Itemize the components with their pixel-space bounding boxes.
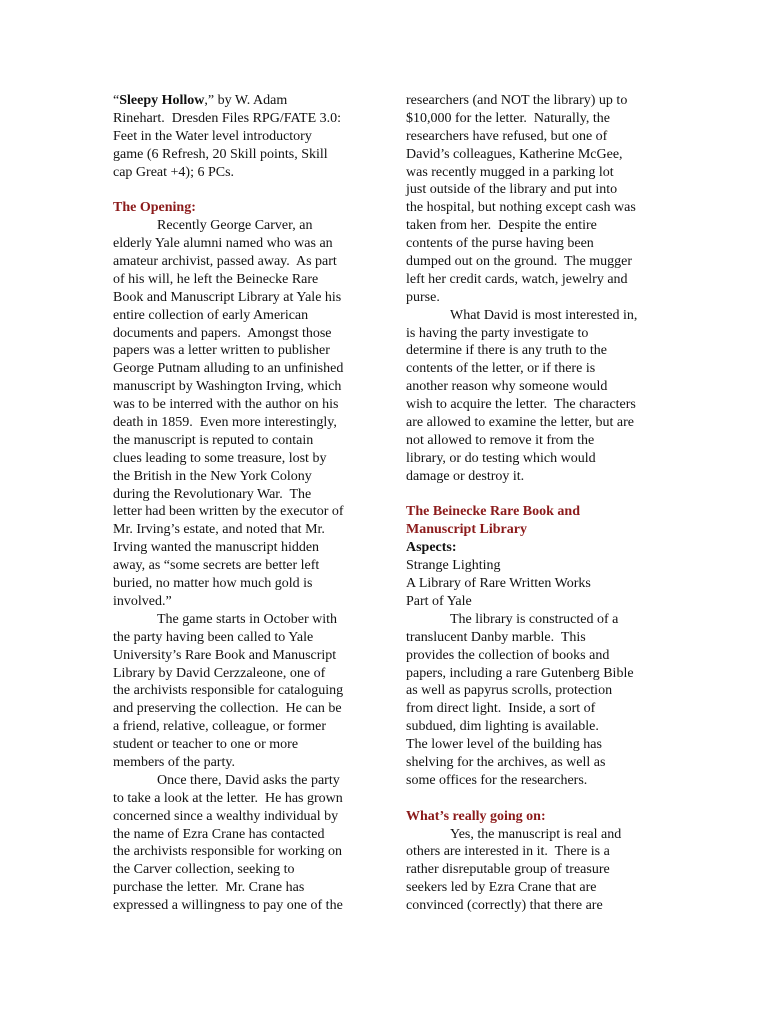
text-line: contents of the letter, or if there is bbox=[406, 361, 596, 377]
text-line: buried, no matter how much gold is bbox=[113, 576, 313, 592]
text-line: determine if there is any truth to the bbox=[406, 343, 607, 359]
text-line: the British in the New York Colony bbox=[113, 468, 312, 484]
text-line: the Carver collection, seeking to bbox=[113, 862, 295, 878]
right-column bbox=[406, 92, 658, 915]
aspect-item: Part of Yale bbox=[406, 593, 472, 609]
text-line: is having the party investigate to bbox=[406, 325, 589, 341]
text-line: library, or do testing which would bbox=[406, 450, 596, 466]
text-line: entire collection of early American bbox=[113, 307, 309, 323]
text-line: Mr. Irving’s estate, and noted that Mr. bbox=[113, 522, 325, 538]
text-line: as well as papyrus scrolls, protection bbox=[406, 683, 613, 699]
text-line: The library is constructed of a bbox=[450, 611, 619, 627]
aspect-item: A Library of Rare Written Works bbox=[406, 576, 591, 592]
blank-line bbox=[406, 790, 658, 808]
text-line: Recently George Carver, an bbox=[157, 218, 313, 234]
text-line: rather disreputable group of treasure bbox=[406, 862, 610, 878]
text-line: documents and papers. Amongst those bbox=[113, 325, 332, 341]
text-line: papers, including a rare Gutenberg Bible bbox=[406, 665, 634, 681]
text-line: Library by David Cerzzaleone, one of bbox=[113, 665, 326, 681]
text-line: The lower level of the building has bbox=[406, 737, 602, 753]
text-line: damage or destroy it. bbox=[406, 468, 525, 484]
text-line: the party having been called to Yale bbox=[113, 629, 314, 645]
text-line: game (6 Refresh, 20 Skill points, Skill bbox=[113, 146, 328, 162]
text-line: Yes, the manuscript is real and bbox=[450, 826, 622, 842]
text-line: Feet in the Water level introductory bbox=[113, 128, 312, 144]
aspects-label: Aspects: bbox=[406, 540, 457, 556]
text-line: contents of the purse having been bbox=[406, 236, 594, 252]
text-line: convinced (correctly) that there are bbox=[406, 898, 603, 914]
text-line: researchers have refused, but one of bbox=[406, 128, 608, 144]
text-line: clues leading to some treasure, lost by bbox=[113, 450, 327, 466]
text-line: the archivists responsible for working on bbox=[113, 844, 343, 860]
text-line: papers was a letter written to publisher bbox=[113, 343, 330, 359]
text-line: David’s colleagues, Katherine McGee, bbox=[406, 146, 623, 162]
text-line: members of the party. bbox=[113, 754, 235, 770]
text-line: What David is most interested in, bbox=[450, 307, 638, 323]
left-column bbox=[113, 92, 365, 915]
text-line: researchers (and NOT the library) up to bbox=[406, 93, 628, 108]
text-line: amateur archivist, passed away. As part bbox=[113, 254, 337, 270]
text-line: of his will, he left the Beinecke Rare bbox=[113, 271, 319, 287]
text-line: not allowed to remove it from the bbox=[406, 432, 595, 448]
text-line: student or teacher to one or more bbox=[113, 737, 299, 753]
section-heading-library-cont: Manuscript Library bbox=[406, 522, 527, 538]
text-line: Irving wanted the manuscript hidden bbox=[113, 540, 320, 556]
text-line: seekers led by Ezra Crane that are bbox=[406, 880, 597, 896]
text-line: away, as “some secrets are better left bbox=[113, 558, 320, 574]
text-line: translucent Danby marble. This bbox=[406, 629, 586, 645]
text-line: cap Great +4); 6 PCs. bbox=[113, 164, 235, 180]
text-line: dumped out on the ground. The mugger bbox=[406, 254, 633, 270]
text-line: concerned since a wealthy individual by bbox=[113, 808, 339, 824]
text-line: a friend, relative, colleague, or former bbox=[113, 719, 327, 735]
text-line: the hospital, but nothing except cash was bbox=[406, 200, 636, 216]
text-line: University’s Rare Book and Manuscript bbox=[113, 647, 337, 663]
blank-line bbox=[113, 181, 365, 199]
text-line: Book and Manuscript Library at Yale his bbox=[113, 289, 342, 305]
text-line: was recently mugged in a parking lot bbox=[406, 164, 614, 180]
text-line: others are interested in it. There is a bbox=[406, 844, 610, 860]
text-line: another reason why someone would bbox=[406, 379, 608, 395]
text-line: wish to acquire the letter. The characters bbox=[406, 397, 636, 413]
text-line: are allowed to examine the letter, but are bbox=[406, 415, 634, 431]
text-line: involved.” bbox=[113, 593, 172, 609]
text-line: expressed a willingness to pay one of the bbox=[113, 898, 343, 914]
text-line: and preserving the collection. He can be bbox=[113, 701, 342, 717]
text-line: shelving for the archives, as well as bbox=[406, 754, 606, 770]
section-heading-opening: The Opening: bbox=[113, 200, 196, 216]
section-heading-library: The Beinecke Rare Book and bbox=[406, 504, 580, 520]
text-line: Rinehart. Dresden Files RPG/FATE 3.0: bbox=[113, 110, 342, 126]
text-line: the manuscript is reputed to contain bbox=[113, 432, 314, 448]
text-line: taken from her. Despite the entire bbox=[406, 218, 597, 234]
text-line: purse. bbox=[406, 289, 440, 305]
title-line: “Sleepy Hollow,” by W. Adam bbox=[113, 93, 288, 108]
text-line: during the Revolutionary War. The bbox=[113, 486, 312, 502]
text-line: Once there, David asks the party bbox=[157, 772, 340, 788]
text-line: $10,000 for the letter. Naturally, the bbox=[406, 110, 610, 126]
text-line: death in 1859. Even more interestingly, bbox=[113, 415, 337, 431]
text-line: letter had been written by the executor of bbox=[113, 504, 344, 520]
text-line: subdued, dim lighting is available. bbox=[406, 719, 599, 735]
text-line: some offices for the researchers. bbox=[406, 772, 588, 788]
aspect-item: Strange Lighting bbox=[406, 558, 501, 574]
text-line: to take a look at the letter. He has grown bbox=[113, 790, 343, 806]
text-line: the name of Ezra Crane has contacted bbox=[113, 826, 325, 842]
text-line: George Putnam alluding to an unfinished bbox=[113, 361, 344, 377]
text-line: left her credit cards, watch, jewelry and bbox=[406, 271, 628, 287]
blank-line bbox=[406, 486, 658, 504]
section-heading-whats-going-on: What’s really going on: bbox=[406, 808, 546, 824]
text-line: was to be interred with the author on his bbox=[113, 397, 339, 413]
text-line: elderly Yale alumni named who was an bbox=[113, 236, 333, 252]
text-line: purchase the letter. Mr. Crane has bbox=[113, 880, 305, 896]
text-line: manuscript by Washington Irving, which bbox=[113, 379, 342, 395]
text-line: The game starts in October with bbox=[157, 611, 338, 627]
text-line: just outside of the library and put into bbox=[406, 182, 618, 198]
text-line: the archivists responsible for cataloguing bbox=[113, 683, 344, 699]
text-line: from direct light. Inside, a sort of bbox=[406, 701, 596, 717]
text-line: provides the collection of books and bbox=[406, 647, 610, 663]
